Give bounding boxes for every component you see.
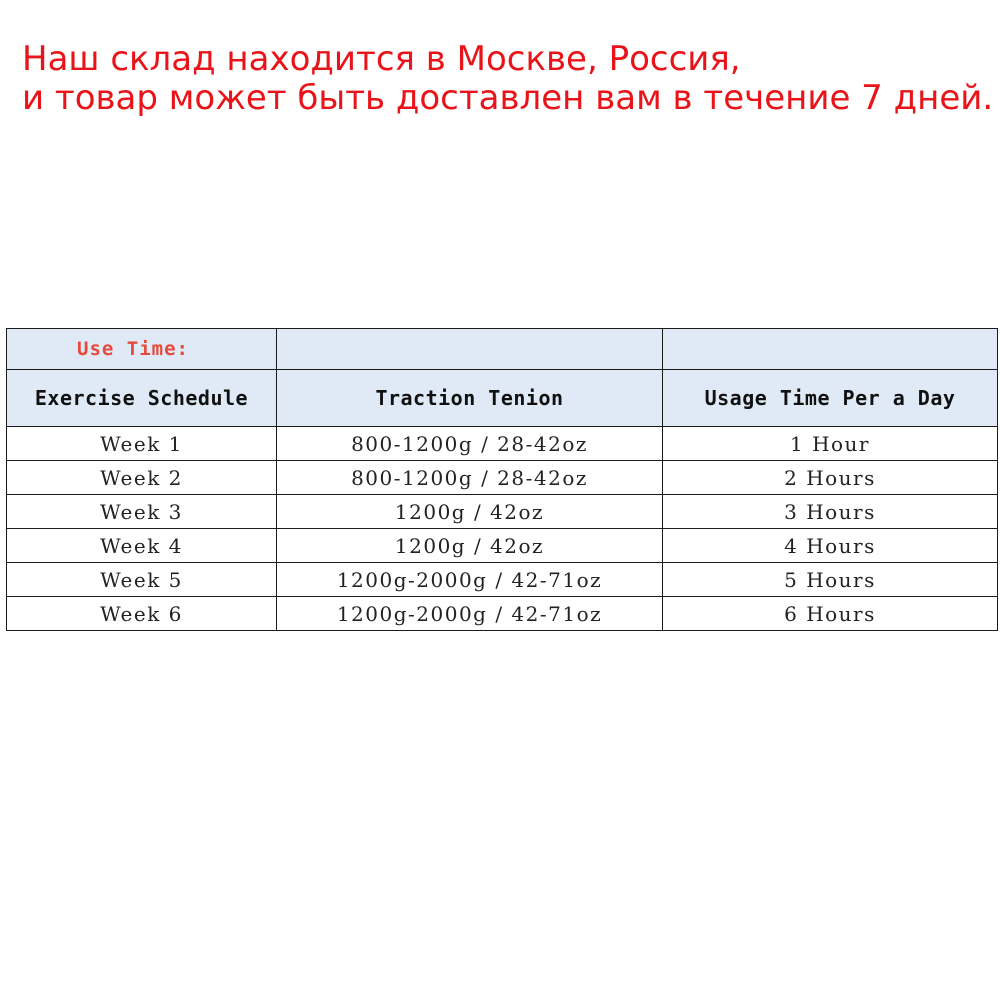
shipping-notice xyxy=(22,40,992,118)
table-header-row xyxy=(7,370,998,427)
week-cell: Week 6 xyxy=(7,597,277,631)
table-label-row xyxy=(7,329,998,370)
empty-header-cell xyxy=(277,329,663,370)
week-cell: Week 1 xyxy=(7,427,277,461)
notice-line-1: Наш склад находится в Москве, Россия, xyxy=(22,39,741,79)
table-row xyxy=(7,461,998,495)
column-header-usage-time: Usage Time Per a Day xyxy=(663,370,998,427)
table-row xyxy=(7,529,998,563)
week-cell: Week 2 xyxy=(7,461,277,495)
table-row xyxy=(7,495,998,529)
tension-cell: 800-1200g / 28-42oz xyxy=(277,427,663,461)
week-cell: Week 4 xyxy=(7,529,277,563)
tension-cell: 1200g / 42oz xyxy=(277,495,663,529)
column-header-exercise-schedule: Exercise Schedule xyxy=(7,370,277,427)
tension-cell: 1200g / 42oz xyxy=(277,529,663,563)
table-row xyxy=(7,597,998,631)
usage-time-cell: 3 Hours xyxy=(663,495,998,529)
usage-time-cell: 1 Hour xyxy=(663,427,998,461)
notice-line-2: и товар может быть доставлен вам в течение 7 дней. xyxy=(22,78,994,118)
column-header-traction-tension: Traction Tenion xyxy=(277,370,663,427)
use-time-label: Use Time: xyxy=(7,329,277,370)
usage-time-cell: 4 Hours xyxy=(663,529,998,563)
tension-cell: 800-1200g / 28-42oz xyxy=(277,461,663,495)
usage-schedule-table xyxy=(6,328,998,631)
week-cell: Week 5 xyxy=(7,563,277,597)
table-row xyxy=(7,427,998,461)
usage-time-cell: 6 Hours xyxy=(663,597,998,631)
tension-cell: 1200g-2000g / 42-71oz xyxy=(277,597,663,631)
usage-time-cell: 5 Hours xyxy=(663,563,998,597)
table-row xyxy=(7,563,998,597)
tension-cell: 1200g-2000g / 42-71oz xyxy=(277,563,663,597)
usage-time-cell: 2 Hours xyxy=(663,461,998,495)
week-cell: Week 3 xyxy=(7,495,277,529)
empty-header-cell xyxy=(663,329,998,370)
